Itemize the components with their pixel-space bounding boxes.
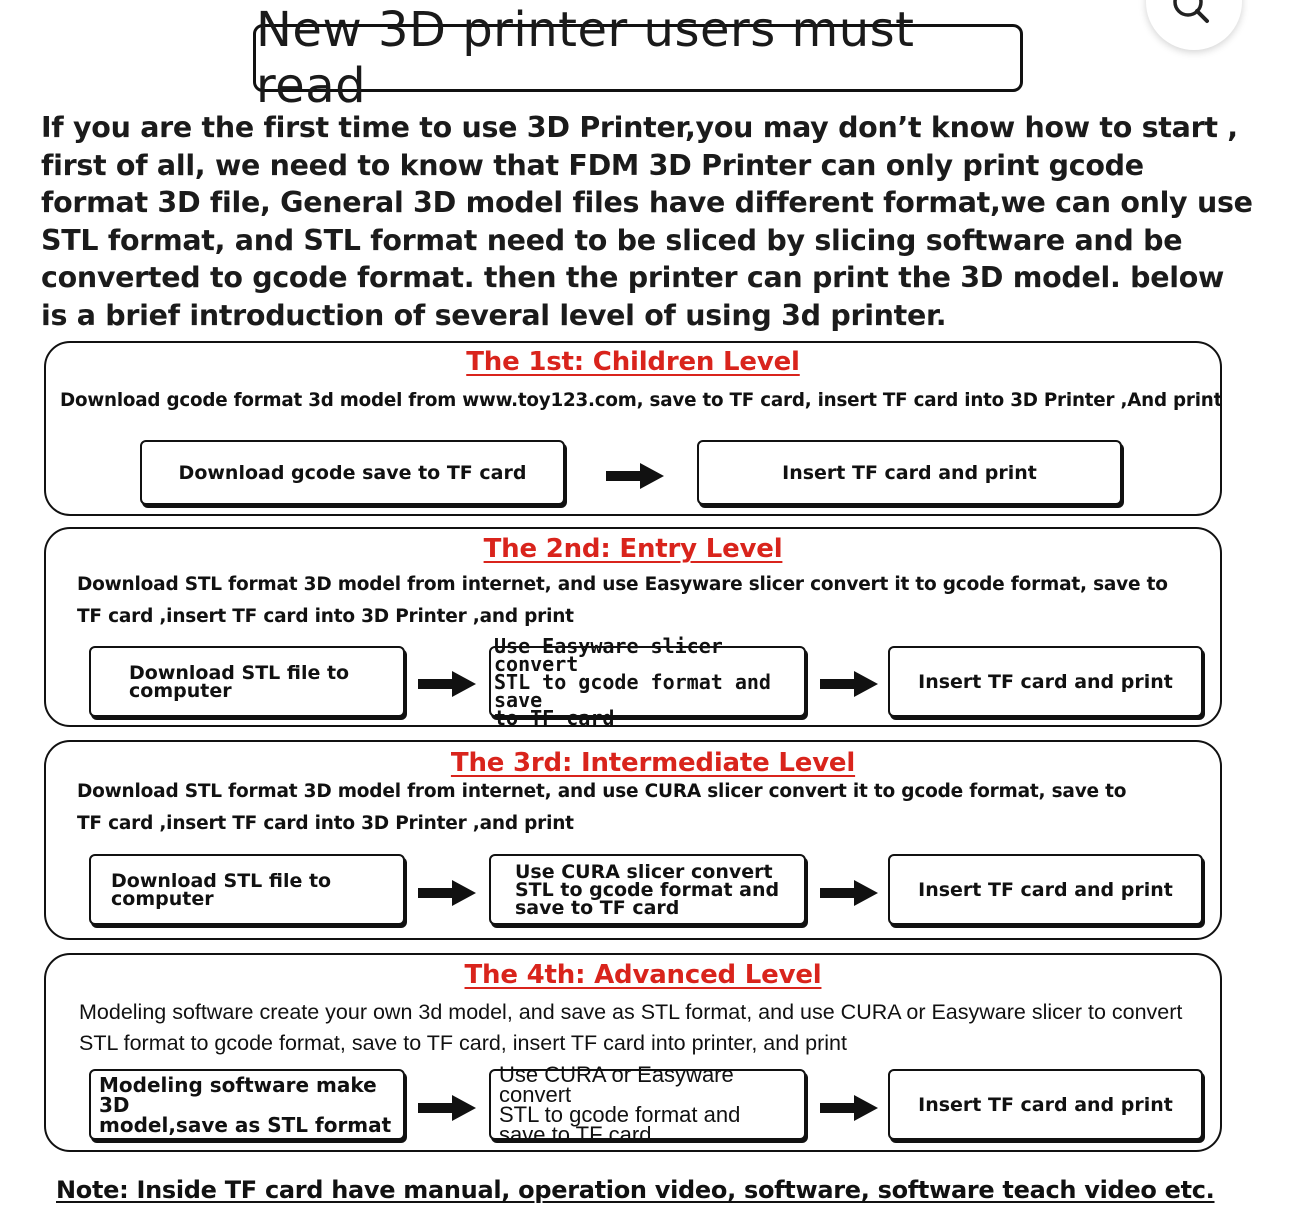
arrow-right-icon [418,1095,476,1121]
level-1-step-insert [697,440,1122,505]
level-4-step-model [89,1069,405,1140]
level-1-description: Download gcode format 3d model from www.toy123.com, save to TF card, insert TF card into 3D Printer ,And print [60,390,1223,411]
arrow-right-icon [820,1095,878,1121]
step-line: computer [129,679,232,702]
level-2-step-slice [489,633,806,730]
step-label: Insert TF card and print [782,461,1037,484]
level-3-title: The 3rd: Intermediate Level [450,748,856,778]
step-line: STL to gcode format and [515,878,780,901]
level-3-description-line-1: Download STL format 3D model from internet, and use CURA slicer convert it to gcode format, save to [77,781,1127,802]
step-line: save to TF card [515,896,680,919]
level-1-title: The 1st: Children Level [466,347,800,377]
level-2-description-line-2: TF card ,insert TF card into 3D Printer ,and print [77,606,574,627]
step-line: Use Easyware slicer convert [494,633,723,676]
level-1-panel [44,341,1222,516]
step-line: computer [111,887,214,910]
level-4-step-insert [888,1069,1203,1140]
step-line: model,save as STL format [99,1112,392,1137]
level-4-description-line-1: Modeling software create your own 3d model, and save as STL format, and use CURA or Easyware slicer to convert [79,1000,1183,1024]
step-label: Insert TF card and print [918,878,1173,901]
step-line: Download STL file to [111,869,332,892]
step-line: Use CURA or Easyware convert [499,1061,734,1107]
arrow-right-icon [418,671,476,697]
level-3-panel [44,740,1222,940]
level-2-step-download [89,646,405,717]
level-3-description-line-2: TF card ,insert TF card into 3D Printer ,and print [77,813,574,834]
level-4-title: The 4th: Advanced Level [464,960,822,990]
step-line: to TF card [494,705,615,730]
level-3-step-download [89,854,405,925]
arrow-right-icon [606,463,664,489]
step-line: Download STL file to [129,661,350,684]
arrow-right-icon [418,880,476,906]
search-button[interactable] [1146,0,1242,50]
step-line: Use CURA slicer convert [515,860,773,883]
step-label: Insert TF card and print [918,1093,1173,1116]
step-line: Modeling software make 3D [99,1072,377,1117]
level-2-panel [44,527,1222,730]
level-2-description-line-1: Download STL format 3D model from internet, and use Easyware slicer convert it to gcode format, save to [77,574,1168,595]
step-line: STL to gcode format and save [494,669,771,712]
step-line: save to TF card [499,1121,652,1147]
level-4-panel [44,953,1222,1152]
level-2-title: The 2nd: Entry Level [483,534,783,564]
level-4-description-line-2: STL format to gcode format, save to TF card, insert TF card into printer, and print [79,1031,847,1055]
search-icon [1170,0,1214,32]
level-2-step-insert [888,646,1203,717]
step-label: Insert TF card and print [918,670,1173,693]
step-line: STL to gcode format and [499,1101,741,1127]
footer-note: Note: Inside TF card have manual, operation video, software, software teach video etc. [56,1176,1215,1204]
level-3-step-insert [888,854,1203,925]
step-label: Download gcode save to TF card [178,461,527,484]
page-title: New 3D printer users must read [253,24,1023,92]
intro-paragraph: If you are the first time to use 3D Printer,you may don’t know how to start , first of all, we need to know that FDM 3D Printer can only print gcode format 3D file, General 3D model files have different format,we can only use STL format, and STL format need to be sliced by slicing software and be converted to gcode format. then the printer can print the 3D model. below is a brief introduction of several level of using 3d printer. [41,111,1253,332]
arrow-right-icon [820,880,878,906]
level-3-step-slice [489,854,806,925]
level-1-step-download [140,440,565,505]
level-4-step-slice [489,1061,806,1147]
arrow-right-icon [820,671,878,697]
